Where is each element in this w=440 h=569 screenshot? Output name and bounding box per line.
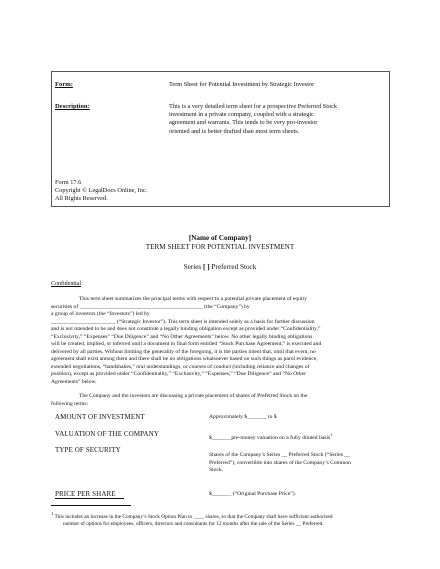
intro-paragraph: This term sheet summarizes the principal terms with respect to a potential private placement of equity securities of ____________________________________________ (the “Company”) by a group of investors (the “Investors”) led by _______________________ (“Strategic Investor”). This term sheet is intended solely as a basis for further discussion and is not intended to be and does not constitute a legally binding obligation except as provided under “Confidentiality,” “Exclusivity,” “Expenses” “Due Diligence” and “No Other Agreements” below. No other legally binding obligations will be created, implied, or inferred until a document in final form entitled “Stock Purchase Agreement,” is executed and delivered by all parties. Without limiting the generality of the foregoing, it is the parties intent that, until that event, no agreement shall exist among them and there shall be no obligations whatsoever based on such things as parol evidence, extended negotiations, “handshakes,” oral understandings, or courses of conduct (including reliance and changes of position), except as provided under “Confidentiality,” “Exclusivity,” “Expenses,” “Due Diligence” and “No Other Agreements” below. — [51, 296, 322, 385]
document-heading: TERM SHEET FOR POTENTIAL INVESTMENT — [145, 243, 295, 251]
form-value: Term Sheet for Potential Investment by Strategic Investor — [169, 81, 315, 88]
form-number: Form 17.6 — [55, 179, 82, 186]
copyright-text: Copyright © LegalDocs Online, Inc. — [55, 187, 148, 194]
company-name: [Name of Company] — [188, 234, 252, 242]
form-info-box — [51, 71, 390, 207]
term-value-price: $_______ (“Original Purchase Price”). — [209, 491, 296, 497]
description-label: Description: — [55, 103, 90, 110]
term-label-valuation: VALUATION OF THE COMPANY — [55, 430, 159, 438]
footnote: $^1$ This includes an increase in the Company’s Stock Option Plan to ____ shares, so that the Company shall have sufficient authorized number of options for employees, officers, directors and consultants for 12 months after the sale of the Series __ Preferred. — [51, 511, 333, 528]
term-value-amount: Approximately $_______ to $ — [209, 414, 277, 420]
term-label-price: PRICE PER SHARE — [55, 490, 124, 499]
term-label-security-type: TYPE OF SECURITY — [55, 446, 121, 454]
form-label: Form: — [55, 81, 73, 88]
term-value-valuation: $_______pre-money valuation on a fully diluted basis$^1$ — [209, 432, 333, 441]
confidential-label: Confidential — [51, 281, 81, 287]
series-title: Series [ ] Preferred Stock — [183, 263, 257, 271]
description-text: This is a very detailed term sheet for a prospective Preferred Stock investment in a private company, coupled with a strategic agreement and warrants. This tends to be very pro-investor oriented and is better drafted than most term sheets. — [169, 103, 338, 135]
rights-text: All Rights Reserved. — [55, 195, 108, 202]
footnote-separator — [51, 505, 131, 506]
term-label-amount: AMOUNT OF INVESTMENT — [55, 413, 145, 421]
discussing-paragraph: The Company and the investors are discussing a private placement of shares of Preferred Stock on the following terms: — [51, 393, 308, 407]
term-value-security-type: Shares of the Company’s Series __ Preferred Stock (“Series __ Preferred”), convertible into shares of the Company’s Common Stock. — [209, 452, 351, 473]
